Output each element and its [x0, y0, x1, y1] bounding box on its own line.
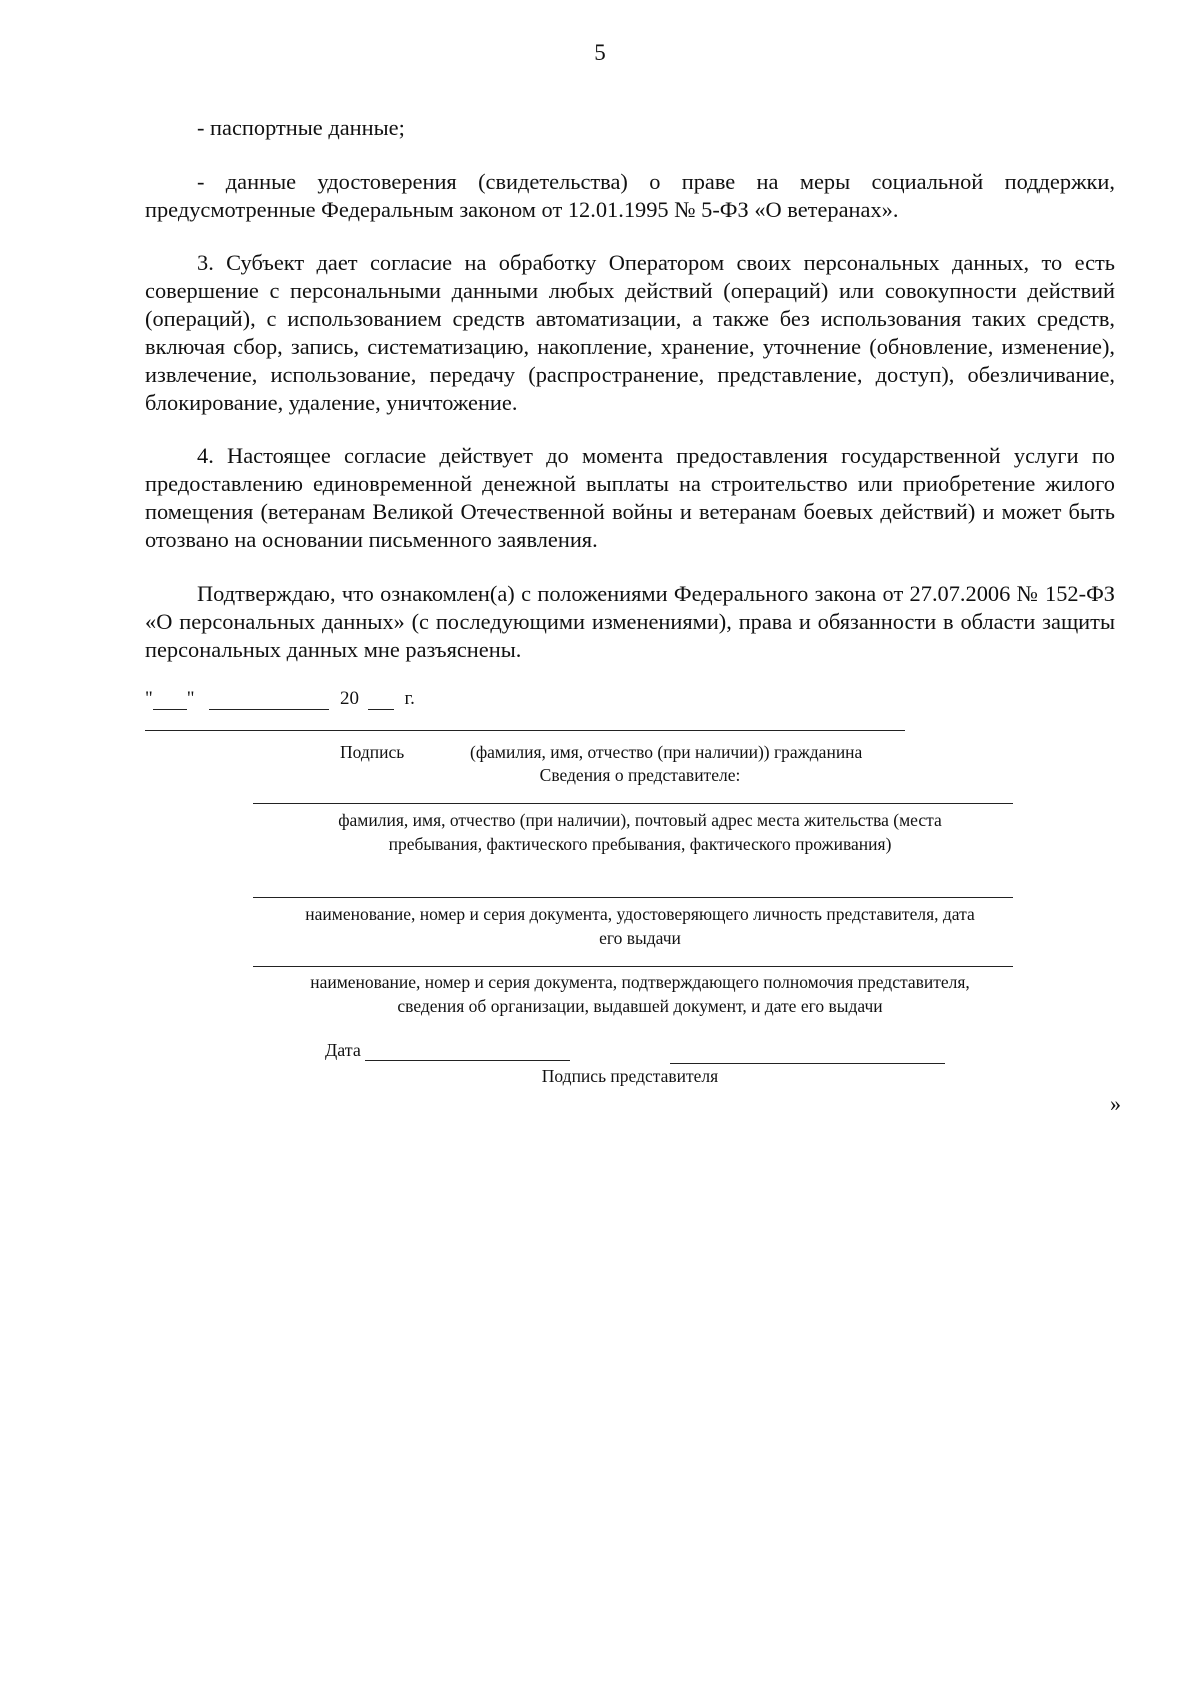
representative-identity-document-caption: наименование, номер и серия документа, удостоверяющего личность представителя, дата его выдачи	[305, 904, 975, 948]
representative-heading: Сведения о представителе:	[539, 765, 741, 785]
paragraph-acknowledgement	[145, 580, 1115, 664]
paragraph-consent-scope	[145, 249, 1115, 417]
paragraph-text: 3. Субъект дает согласие на обработку Оператором своих персональных данных, то есть совершение с персональными данными любых действий (операций) или совокупности действий (операций), с использованием средств автоматизации, а также без использования таких средств, включая сбор, запись, систематизацию, накопление, хранение, уточнение (обновление, изменение), извлечение, использование, передачу (распространение, представление, доступ), обезличивание, блокирование, удаление, уничтожение.	[145, 250, 1115, 415]
quote-open: "	[145, 688, 153, 709]
year-suffix: г.	[404, 688, 415, 709]
representative-identity-document-line[interactable]	[253, 897, 1013, 898]
citizen-signature-line[interactable]	[145, 730, 905, 731]
signature-label: Подпись	[340, 742, 405, 762]
date-label: Дата	[325, 1040, 361, 1060]
paragraph-consent-term	[145, 442, 1115, 554]
quote-close: "	[186, 688, 195, 709]
paragraph-text: Подтверждаю, что ознакомлен(а) с положениями Федерального закона от 27.07.2006 № 152-ФЗ «О персональных данных» (с последующими изменениями), права и обязанности в области защиты персональных данных мне разъяснены.	[145, 581, 1115, 662]
paragraph-text: - паспортные данные;	[197, 115, 405, 140]
representative-name-address-line[interactable]	[253, 803, 1013, 804]
representative-signature-label: Подпись представителя	[541, 1066, 719, 1086]
year-blank[interactable]	[368, 693, 394, 710]
day-blank[interactable]	[153, 693, 187, 710]
month-blank[interactable]	[209, 693, 329, 710]
page-number: 5	[594, 40, 606, 65]
closing-quote: »	[1110, 1091, 1121, 1116]
paragraph-text: 4. Настоящее согласие действует до момента предоставления государственной услуги по предоставлению единовременной денежной выплаты на строительство или приобретение жилого помещения (ветеранам Великой Отечественной войны и ветеранам боевых действий) и может быть отозвано на основании письменного заявления.	[145, 443, 1115, 552]
citizen-fio-label: (фамилия, имя, отчество (при наличии)) гражданина	[470, 742, 863, 762]
date-blank[interactable]	[365, 1042, 570, 1061]
paragraph-passport-data	[145, 114, 1115, 142]
consent-date-field[interactable]	[145, 688, 415, 710]
representative-name-address-caption: фамилия, имя, отчество (при наличии), почтовый адрес места жительства (места пребывания, фактического пребывания, фактического проживания)	[338, 810, 942, 854]
year-prefix: 20	[340, 688, 360, 709]
representative-date-field[interactable]	[325, 1040, 570, 1061]
representative-authority-document-caption: наименование, номер и серия документа, подтверждающего полномочия представителя, сведения об организации, выдавшей документ, и дате его выдачи	[310, 972, 970, 1016]
representative-authority-document-line[interactable]	[253, 966, 1013, 967]
paragraph-veteran-certificate	[145, 168, 1115, 224]
paragraph-text: - данные удостоверения (свидетельства) о праве на меры социальной поддержки, предусмотренные Федеральным законом от 12.01.1995 № 5-ФЗ «О ветеранах».	[145, 169, 1115, 222]
